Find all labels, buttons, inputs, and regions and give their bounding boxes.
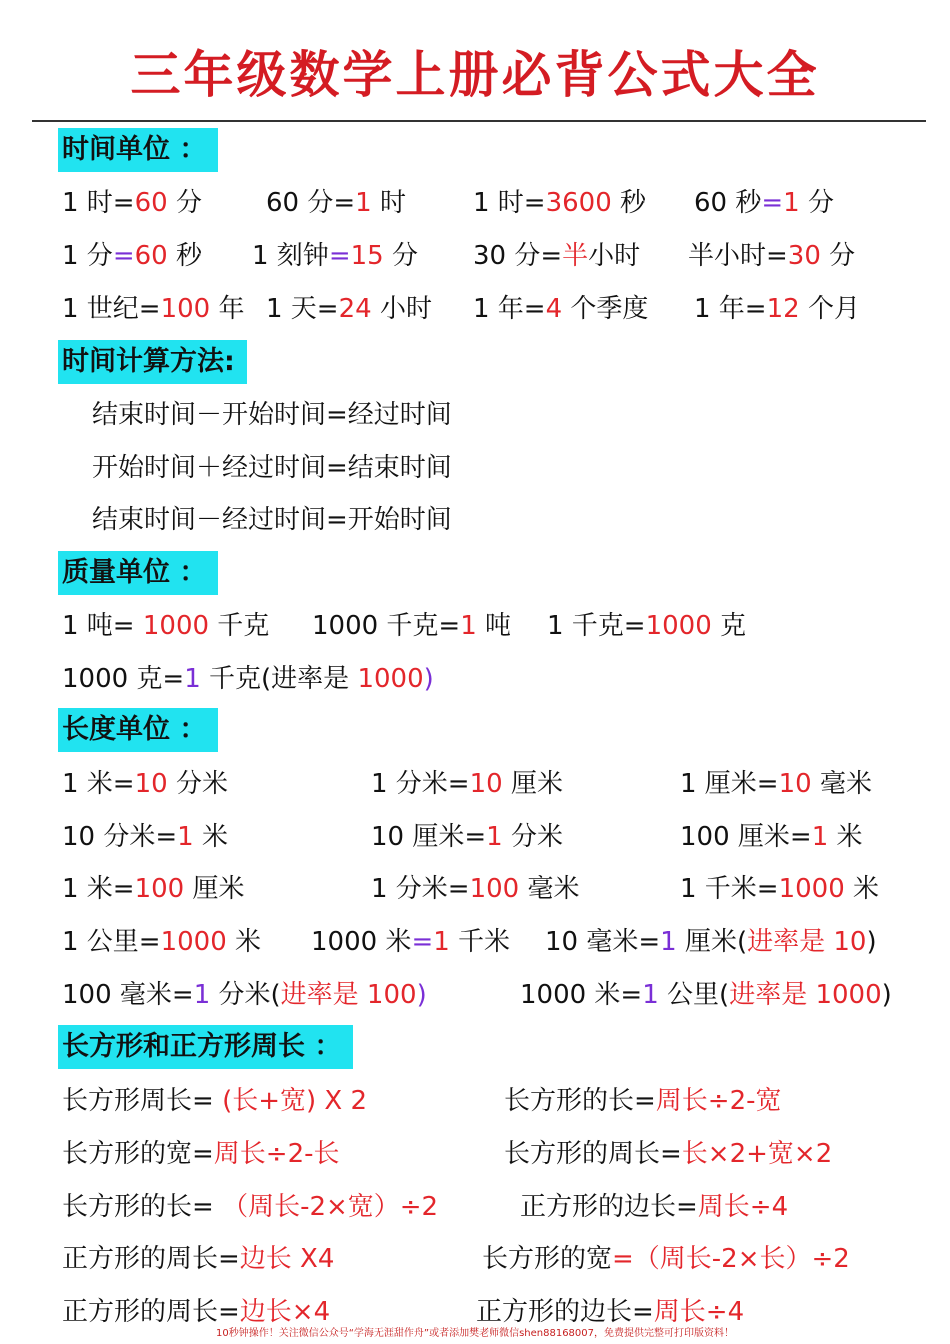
formula-highlight: =: [761, 188, 784, 218]
formula-highlight: 1: [433, 927, 450, 957]
formula-text: 半小时=: [688, 241, 788, 271]
formula-text: 1 千米=: [680, 874, 779, 904]
formula-text: 千克(进率是: [200, 664, 358, 694]
formula: [252, 236, 418, 276]
formula: [62, 1134, 340, 1174]
formula-text: 小时: [371, 294, 432, 324]
formula-text: 米: [828, 822, 863, 852]
formula-highlight: 100: [134, 874, 185, 904]
formula-highlight: 1: [177, 822, 194, 852]
formula-text: 1 天=: [266, 294, 339, 324]
formula-text: 毫米: [519, 874, 580, 904]
formula-row: [0, 975, 950, 1015]
formula-highlight: 10: [778, 769, 812, 799]
formula-text: 分: [820, 241, 856, 271]
formula: [504, 1081, 782, 1121]
formula-highlight: 30: [787, 241, 821, 271]
formula-highlight: ): [416, 980, 427, 1010]
formula: [62, 183, 202, 223]
formula: [62, 975, 427, 1015]
formula-text: 正方形的边长=: [476, 1297, 654, 1327]
formula-text: 1 时=: [62, 188, 135, 218]
formula-highlight: 1000: [357, 664, 424, 694]
formula-text: 100 毫米=: [62, 980, 194, 1010]
formula-row: [0, 817, 950, 857]
formula-highlight: 60: [134, 241, 168, 271]
formula: [473, 183, 646, 223]
formula: [545, 922, 877, 962]
formula-text: 1 分米=: [371, 769, 470, 799]
formula-text: 秒: [167, 241, 202, 271]
formula-text: 长方形的长=: [504, 1086, 656, 1116]
formula: [92, 500, 452, 540]
formula-row: [0, 500, 950, 540]
formula-row: [0, 764, 950, 804]
formula-highlight: 1: [193, 980, 211, 1010]
formula-text: 千克: [209, 611, 270, 641]
formula-text: 分米: [502, 822, 563, 852]
formula-text: 长方形的长=: [62, 1192, 223, 1222]
formula-text: 长方形的宽: [482, 1244, 613, 1274]
section-heading: 时间计算方法:: [58, 340, 247, 384]
formula: [62, 1239, 334, 1279]
formula-text: 10 毫米=: [545, 927, 661, 957]
formula-row: [0, 448, 950, 488]
formula-text: 吨: [476, 611, 512, 641]
formula-highlight: 12: [766, 294, 800, 324]
formula-text: 正方形的边长=: [520, 1192, 698, 1222]
formula-row: [0, 869, 950, 909]
formula-text: 1 厘米=: [680, 769, 779, 799]
formula: [473, 236, 640, 276]
formula-text: 1 分: [62, 241, 113, 271]
formula-text: 正方形的周长=: [62, 1297, 240, 1327]
formula-text: 结束时间－开始时间=经过时间: [92, 400, 452, 430]
formula-text: 1 千克=: [547, 611, 646, 641]
formula: [680, 764, 872, 804]
formula-highlight: 3600: [545, 188, 612, 218]
formula-text: 1 吨=: [62, 611, 143, 641]
formula: [62, 1187, 438, 1227]
formula-text: 1 年=: [473, 294, 546, 324]
formula-text: 个月: [799, 294, 860, 324]
formula-text: ): [881, 980, 892, 1010]
formula-text: 1000 米=: [520, 980, 643, 1010]
formula-row: [0, 236, 950, 276]
formula-highlight: 周长÷4: [653, 1297, 745, 1327]
formula-highlight: 长×2+宽×2: [681, 1139, 833, 1169]
formula-row: [0, 395, 950, 435]
formula-text: 米: [226, 927, 262, 957]
formula-highlight: 进率是 10: [747, 927, 867, 957]
formula-highlight: 1: [460, 611, 477, 641]
formula: [694, 183, 834, 223]
formula-highlight: 1000: [645, 611, 712, 641]
formula: [62, 659, 434, 699]
formula-highlight: 1000: [160, 927, 227, 957]
formula-text: 小时: [588, 241, 641, 271]
formula-row: [0, 922, 950, 962]
formula-text: 1 分米=: [371, 874, 470, 904]
formula-text: 厘米: [184, 874, 245, 904]
formula-highlight: 周长÷4: [697, 1192, 789, 1222]
formula-highlight: 4: [545, 294, 563, 324]
formula-row: [0, 1134, 950, 1174]
formula-text: 1 米=: [62, 874, 135, 904]
formula-text: 厘米(: [676, 927, 748, 957]
formula: [371, 817, 563, 857]
formula-highlight: 1: [184, 664, 201, 694]
formula-highlight: 1000: [778, 874, 845, 904]
formula-text: 结束时间－经过时间=开始时间: [92, 505, 452, 535]
formula-row: [0, 183, 950, 223]
formula-text: 厘米: [502, 769, 563, 799]
formula: [312, 606, 511, 646]
formula-text: ): [866, 927, 877, 957]
formula: [311, 922, 510, 962]
page-title: 三年级数学上册必背公式大全: [130, 46, 820, 104]
formula-highlight: (长+宽) X 2: [222, 1086, 368, 1116]
formula-text: 1000 千克=: [312, 611, 461, 641]
formula-text: 长方形的宽=: [62, 1139, 214, 1169]
formula-text: 60 秒: [694, 188, 762, 218]
formula-highlight: 1: [783, 188, 800, 218]
formula: [547, 606, 746, 646]
formula-text: 千米: [449, 927, 511, 957]
formula-highlight: 1000: [142, 611, 210, 641]
formula-row: [0, 1239, 950, 1279]
formula: [694, 289, 860, 329]
title-divider: [32, 120, 926, 122]
section-heading: 时间单位 ：: [58, 128, 218, 172]
formula-highlight: 周长÷2-长: [213, 1139, 340, 1169]
formula-highlight: ): [423, 664, 434, 694]
formula: [266, 183, 406, 223]
formula-highlight: 边长 X4: [239, 1244, 335, 1274]
formula-highlight: 1: [486, 822, 503, 852]
formula: [62, 1081, 367, 1121]
formula-text: 长方形周长=: [62, 1086, 223, 1116]
formula-text: 时: [371, 188, 406, 218]
formula-row: [0, 1081, 950, 1121]
formula-text: 毫米: [811, 769, 872, 799]
formula-highlight: 1: [642, 980, 659, 1010]
formula: [504, 1134, 832, 1174]
formula: [371, 764, 563, 804]
formula-text: 个季度: [562, 294, 649, 324]
formula: [688, 236, 855, 276]
formula-row: [0, 289, 950, 329]
formula-text: 1 公里=: [62, 927, 161, 957]
formula-text: 克: [711, 611, 747, 641]
formula-text: 分: [167, 188, 202, 218]
formula: [92, 395, 452, 435]
footer-note: 10秒钟操作！关注微信公众号“学海无涯甜作舟”或者添加樊老师微信shen88168007，免费提供完整可打印版资料！: [215, 1328, 735, 1339]
formula-highlight: =: [411, 927, 434, 957]
formula-text: 1 时=: [473, 188, 546, 218]
formula: [62, 764, 228, 804]
formula-text: 分: [799, 188, 834, 218]
formula-highlight: 100: [160, 294, 211, 324]
formula-text: 米: [844, 874, 880, 904]
formula-text: 分米(: [210, 980, 281, 1010]
formula-highlight: 10: [469, 769, 503, 799]
formula-highlight: 1: [811, 822, 829, 852]
formula-text: 1000 克=: [62, 664, 185, 694]
formula: [62, 606, 269, 646]
section-heading: 长度单位 ：: [58, 708, 218, 752]
formula-text: 1 世纪=: [62, 294, 161, 324]
formula-text: 1 刻钟: [252, 241, 329, 271]
formula: [62, 922, 261, 962]
formula: [520, 975, 892, 1015]
formula: [62, 869, 245, 909]
formula: [680, 817, 863, 857]
formula-text: 1000 米: [311, 927, 412, 957]
formula-text: 60 分=: [266, 188, 356, 218]
formula: [371, 869, 580, 909]
formula: [520, 1187, 788, 1227]
formula-highlight: 1: [355, 188, 372, 218]
formula-text: 10 分米=: [62, 822, 178, 852]
formula-row: [0, 659, 950, 699]
section-heading: 质量单位 ：: [58, 551, 218, 595]
formula-highlight: 24: [338, 294, 372, 324]
formula-highlight: 15: [350, 241, 384, 271]
formula-text: 1 年=: [694, 294, 767, 324]
formula: [62, 236, 202, 276]
formula-row: [0, 606, 950, 646]
formula-highlight: （周长-2×宽）÷2: [222, 1192, 439, 1222]
formula-highlight: 10: [134, 769, 168, 799]
formula-highlight: 半: [562, 241, 589, 271]
formula-highlight: 1: [660, 927, 677, 957]
formula-text: 秒: [611, 188, 647, 218]
formula-text: 长方形的周长=: [504, 1139, 682, 1169]
formula-text: 100 厘米=: [680, 822, 812, 852]
formula-text: 正方形的周长=: [62, 1244, 240, 1274]
formula-highlight: 边长×4: [239, 1297, 331, 1327]
formula-text: 公里(: [658, 980, 730, 1010]
formula-highlight: 周长÷2-宽: [655, 1086, 782, 1116]
formula-highlight: 60: [134, 188, 168, 218]
formula-row: [0, 1187, 950, 1227]
formula: [473, 289, 648, 329]
formula-text: 10 厘米=: [371, 822, 487, 852]
formula-text: 30 分=: [473, 241, 563, 271]
formula: [62, 289, 245, 329]
formula-text: 分米: [167, 769, 228, 799]
formula-highlight: 100: [469, 874, 520, 904]
formula-highlight: =: [112, 241, 135, 271]
formula-text: 1 米=: [62, 769, 135, 799]
formula-highlight: =: [328, 241, 351, 271]
formula: [266, 289, 432, 329]
formula-text: 开始时间＋经过时间=结束时间: [92, 453, 452, 483]
formula: [482, 1239, 850, 1279]
formula-text: 分: [383, 241, 418, 271]
formula: [62, 817, 228, 857]
formula-highlight: =（周长-2×长）÷2: [612, 1244, 850, 1274]
section-heading: 长方形和正方形周长 ：: [58, 1025, 353, 1069]
formula-text: 米: [193, 822, 228, 852]
formula-highlight: 进率是 1000: [729, 980, 882, 1010]
formula: [92, 448, 452, 488]
formula: [680, 869, 879, 909]
formula-highlight: 进率是 100: [280, 980, 417, 1010]
formula-text: 年: [210, 294, 245, 324]
